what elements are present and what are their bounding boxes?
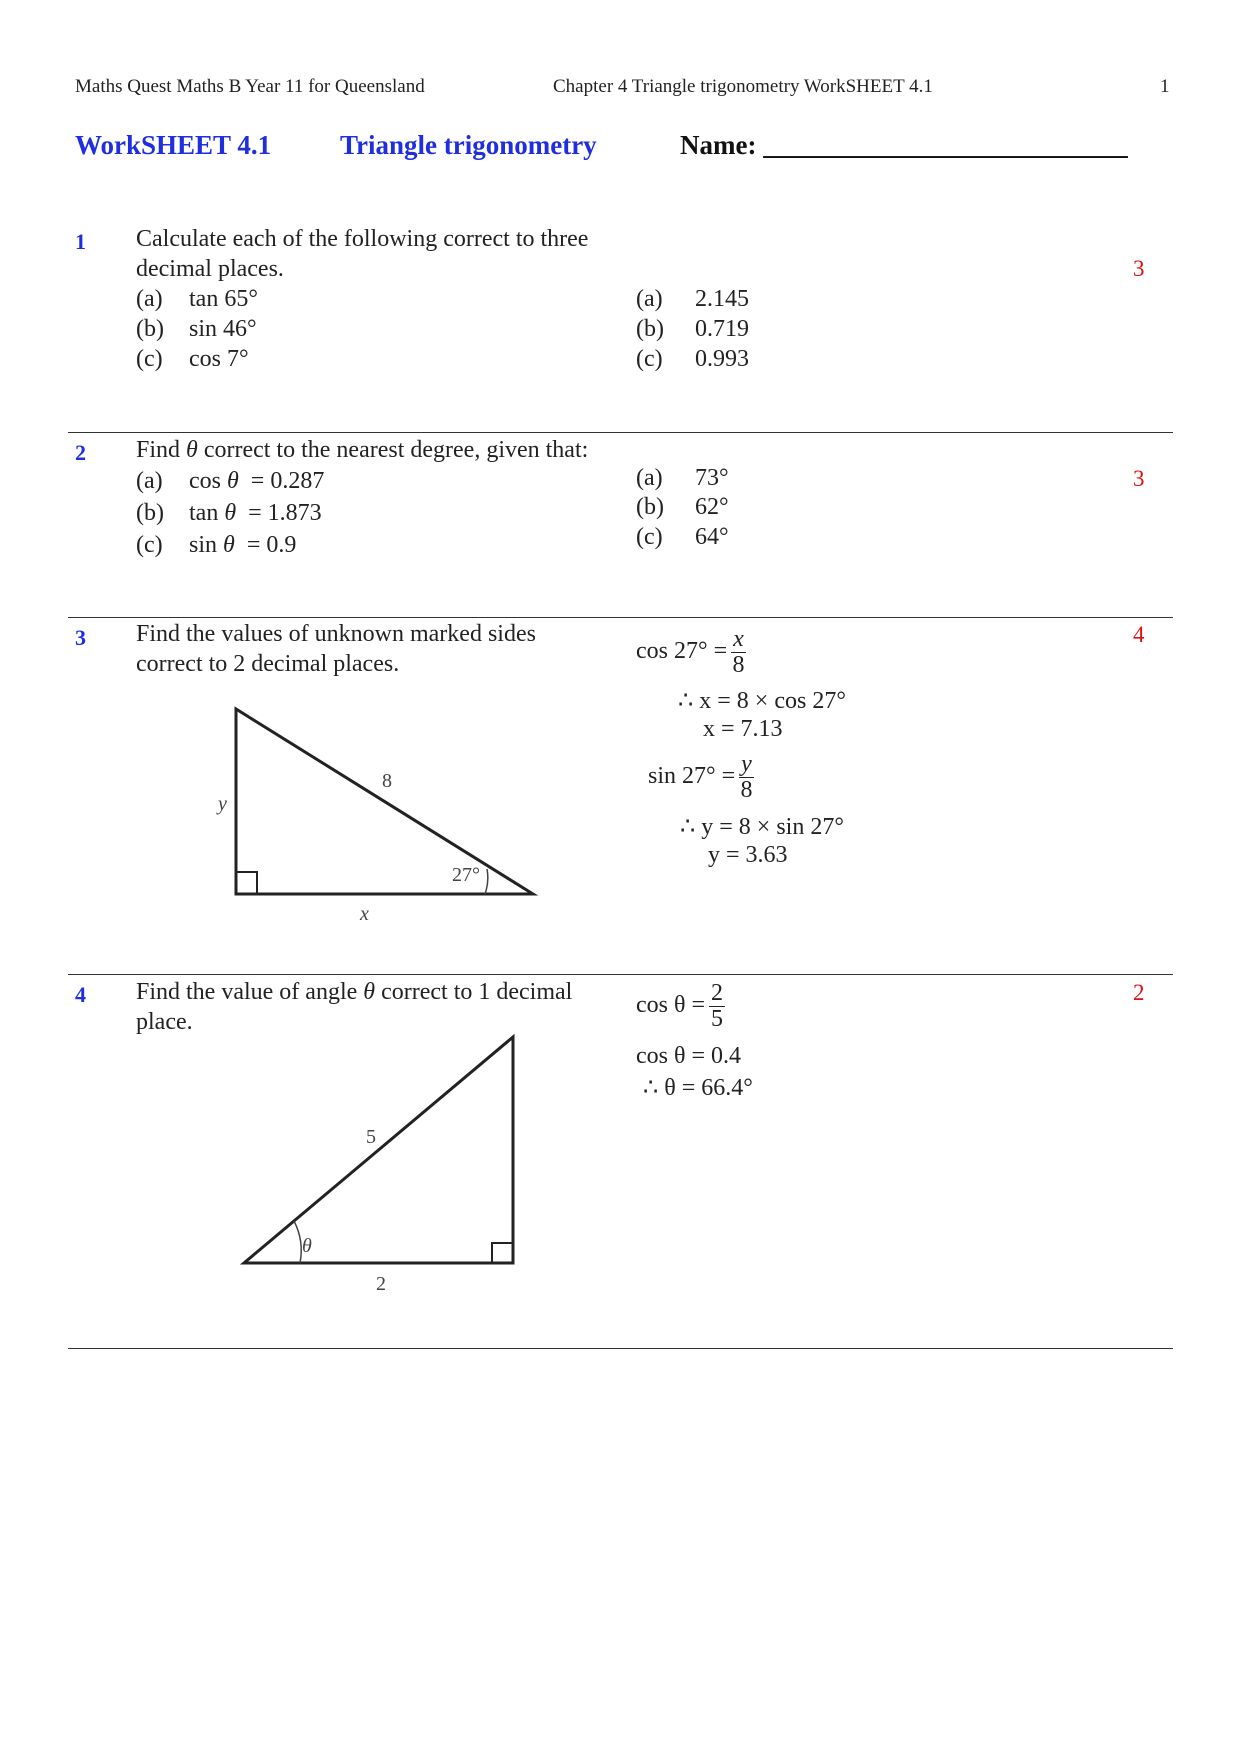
answer-value: 73° [695,465,729,491]
section-divider [68,617,1173,618]
solution-line: cos 27° = $\frac{x}{8}$ [636,626,745,679]
answer-label: (c) [636,524,663,550]
answer-label: (a) [636,465,663,491]
part-label: (c) [136,532,163,558]
solution-line: sin 27° = $\frac{y}{8}$ [648,751,753,804]
section-divider [68,1348,1173,1349]
name-field-label: Name: ___________________________ [680,130,1128,160]
header-center: Chapter 4 Triangle trigonometry WorkSHEET 4.1 [553,76,933,97]
part-label: (b) [136,316,164,342]
part-label: (a) [136,286,163,312]
question-text: Find the value of angle θ correct to 1 decimal [136,979,573,1005]
solution-line: cos θ = 0.4 [636,1043,742,1069]
answer-value: 0.993 [695,346,749,372]
question-mark: 2 [1133,980,1145,1005]
section-divider [68,974,1173,975]
part-expression: tan 65° [189,286,258,312]
answer-label: (b) [636,316,664,342]
answer-label: (b) [636,494,664,520]
triangle-outline [236,709,533,894]
solution-line: ∴ θ = 66.4° [643,1075,753,1101]
question-text: Find the values of unknown marked sides [136,621,536,647]
header-left: Maths Quest Maths B Year 11 for Queensland [75,76,425,97]
part-expression: tan θ = 1.873 [189,500,322,526]
answer-value: 0.719 [695,316,749,342]
answer-label: (c) [636,346,663,372]
question-mark: 3 [1133,466,1145,491]
question-number: 2 [75,440,86,465]
solution-line: y = 3.63 [708,842,788,868]
solution-line: cos θ = $\frac{2}{5}$ [636,980,724,1033]
hypotenuse-label: 8 [382,770,392,792]
angle-label: 27° [452,864,480,886]
side-x-label: x [360,903,369,925]
answer-value: 2.145 [695,286,749,312]
question-mark: 4 [1133,622,1145,647]
part-expression: sin 46° [189,316,257,342]
topic-title: Triangle trigonometry [340,130,597,160]
solution-line: ∴ x = 8 × cos 27° [678,688,846,714]
answer-label: (a) [636,286,663,312]
right-angle-marker [236,872,257,894]
right-angle-marker [492,1243,513,1263]
question-text: correct to 2 decimal places. [136,651,400,677]
question-text: Calculate each of the following correct to three [136,226,589,252]
section-divider [68,432,1173,433]
part-expression: sin θ = 0.9 [189,532,297,558]
part-label: (c) [136,346,163,372]
part-label: (b) [136,500,164,526]
question-text: place. [136,1009,193,1035]
worksheet-title: WorkSHEET 4.1 [75,130,272,160]
answer-value: 62° [695,494,729,520]
page-number: 1 [1160,76,1170,97]
right-triangle-diagram [230,1030,530,1300]
question-number: 3 [75,625,86,650]
right-triangle-diagram [210,700,550,925]
side-y-label: y [218,793,227,815]
answer-value: 64° [695,524,729,550]
question-number: 1 [75,229,86,254]
triangle-outline [244,1037,513,1263]
base-label: 2 [376,1273,386,1295]
hypotenuse-label: 5 [366,1126,376,1148]
angle-arc [294,1221,301,1263]
part-expression: cos 7° [189,346,249,372]
angle-arc [485,869,488,894]
part-label: (a) [136,468,163,494]
question-number: 4 [75,982,86,1007]
solution-line: ∴ y = 8 × sin 27° [680,814,844,840]
question-mark: 3 [1133,256,1145,281]
solution-line: x = 7.13 [703,716,783,742]
question-text: Find θ correct to the nearest degree, given that: [136,437,589,463]
part-expression: cos θ = 0.287 [189,468,325,494]
angle-theta-label: θ [302,1235,312,1257]
question-text: decimal places. [136,256,284,282]
